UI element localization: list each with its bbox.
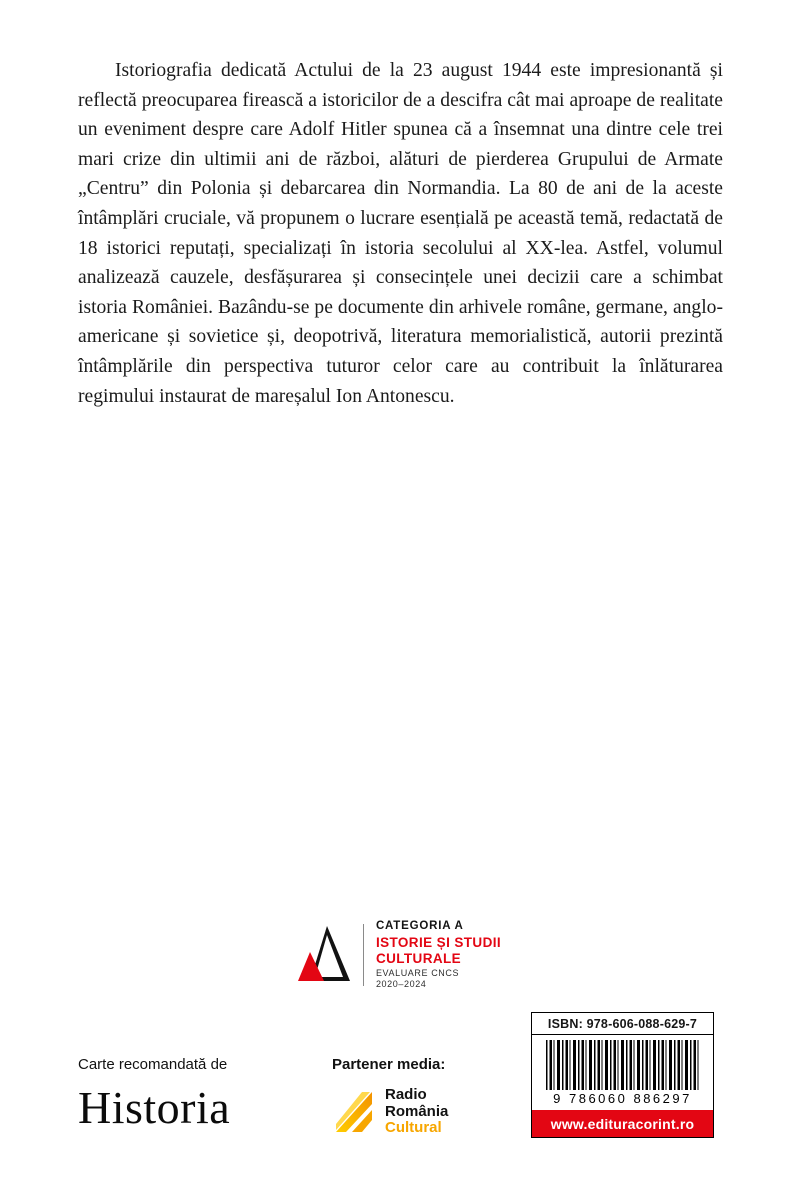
media-partner-block bbox=[332, 1056, 448, 1137]
radio-wordmark-line1: Radio bbox=[385, 1086, 427, 1103]
description-paragraph: Istoriografia dedicată Actului de la 23 august 1944 este impresionantă și reflectă preocuparea firească a istoricilor de a descifra cât mai aproape de realitate un eveniment despre care Adolf Hitler spunea că a însemnat una dintre cele trei mari crize din ultimii ani de război, alături de pierderea Grupului de Armate „Centru” din Polonia și debarcarea din Normandia. La 80 de ani de la aceste întâmplări cruciale, vă propunem o lucrare esențială pe această temă, redactată de 18 istorici reputați, specializați în istoria secolului al XX-lea. Astfel, volumul analizează cauzele, desfășurarea și consecințele unei decizii care a schimbat istoria României. Bazându-se pe documente din arhivele române, germane, anglo-americane și sovietice și, deopotrivă, literatura memorialistică, autorii prezintă întâmplările din perspectiva tuturor celor care au contribuit la înlăturarea regimului instaurat de mareșalul Ion Antonescu. bbox=[78, 60, 723, 407]
category-badge bbox=[0, 920, 798, 990]
ean-barcode bbox=[546, 1040, 699, 1090]
radio-romania-wordmark bbox=[385, 1087, 448, 1137]
radio-wordmark-line2: România bbox=[385, 1102, 449, 1120]
badge-eval-line1: EVALUARE CNCS bbox=[375, 968, 460, 978]
badge-text bbox=[376, 920, 501, 990]
badge-field-line1: ISTORIE ȘI STUDII bbox=[375, 935, 502, 950]
badge-divider bbox=[363, 924, 364, 986]
isbn-number-label: ISBN: 978-606-088-629-7 bbox=[532, 1013, 713, 1035]
badge-eval-line2: 2020–2024 bbox=[375, 979, 427, 989]
historia-logo: Historia bbox=[78, 1082, 231, 1133]
media-partner-label: Partener media: bbox=[332, 1056, 446, 1073]
recommendation-label: Carte recomandată de bbox=[78, 1056, 228, 1073]
badge-category-label: CATEGORIA A bbox=[375, 920, 464, 932]
corint-triangle-logo bbox=[297, 925, 351, 985]
barcode-digits: 9 786060 886297 bbox=[553, 1091, 692, 1106]
badge-field-line2: CULTURALE bbox=[375, 950, 462, 966]
radio-wordmark-line3: Cultural bbox=[385, 1119, 442, 1136]
recommendation-block bbox=[78, 1056, 230, 1134]
radio-romania-logo-icon bbox=[332, 1090, 376, 1134]
isbn-box bbox=[531, 1012, 714, 1138]
publisher-website-bar: www.edituracorint.ro bbox=[532, 1110, 713, 1137]
